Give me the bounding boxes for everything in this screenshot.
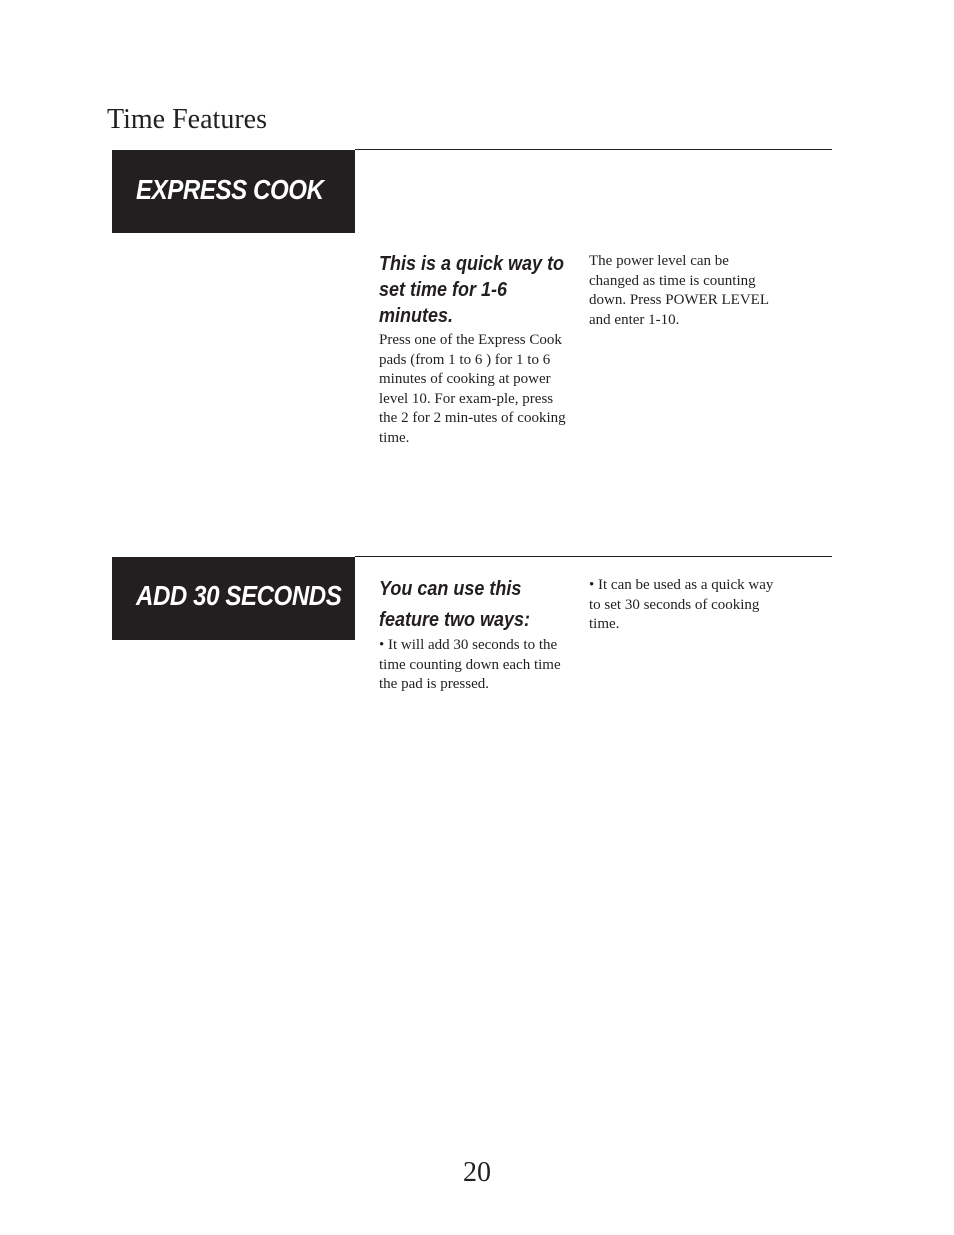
section-divider-add-30-seconds xyxy=(355,556,832,557)
express-cook-side-column xyxy=(589,252,779,330)
add-30-seconds-title: ADD 30 SECONDS xyxy=(136,580,342,611)
express-cook-lead: This is a quick way to set time for 1-6 minutes. xyxy=(379,253,565,327)
add-30-seconds-main-column xyxy=(379,574,575,695)
page-heading: Time Features xyxy=(107,104,267,135)
express-cook-body: Press one of the Express Cook pads (from 1 to 6 ) for 1 to 6 minutes of cooking at power level 10. For exam-ple, press the 2 for 2 min-utes of cooking time. xyxy=(379,332,566,446)
add-30-seconds-bullet-1: • It will add 30 seconds to the time counting down each time the pad is pressed. xyxy=(379,637,561,693)
express-cook-side-note: The power level can be changed as time is counting down. Press POWER LEVEL and enter 1-10. xyxy=(589,253,769,328)
section-divider-express-cook xyxy=(355,149,832,150)
add-30-seconds-side-column xyxy=(589,576,779,635)
add-30-seconds-tab xyxy=(112,557,355,640)
add-30-seconds-lead: You can use this feature two ways: xyxy=(379,578,531,631)
add-30-seconds-bullet-2: • It can be used as a quick way to set 30 seconds of cooking time. xyxy=(589,577,774,633)
express-cook-main-column xyxy=(379,251,575,449)
express-cook-title: EXPRESS COOK xyxy=(136,174,324,205)
express-cook-tab xyxy=(112,150,355,233)
page-number: 20 xyxy=(463,1157,491,1188)
